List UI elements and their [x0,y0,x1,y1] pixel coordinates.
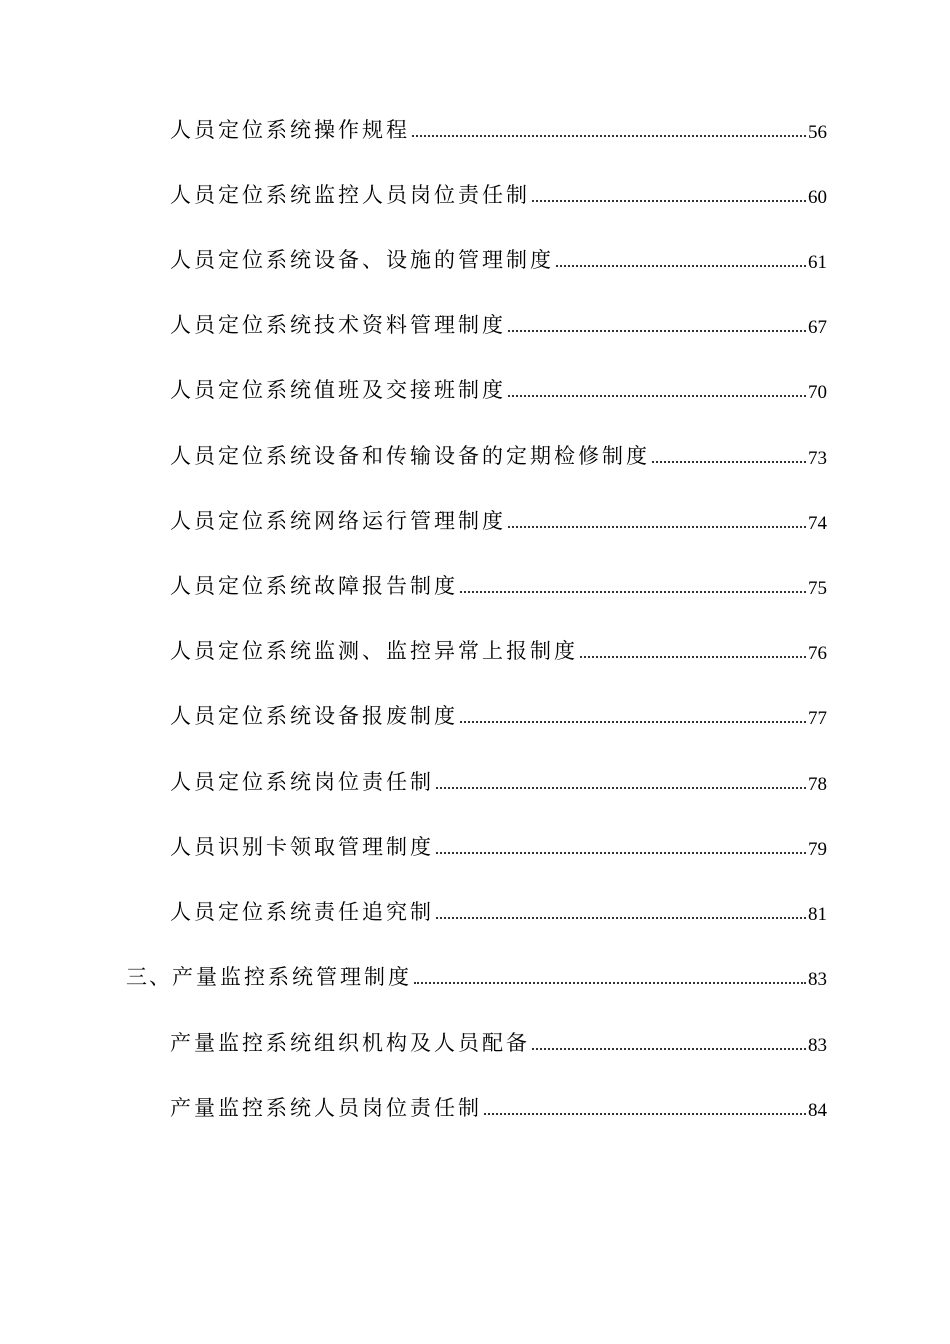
toc-entry-page: 78 [808,774,827,795]
toc-entry[interactable] [170,368,827,404]
toc-dot-leader [436,852,806,854]
toc-entry-title: 人员定位系统设备报废制度 [170,704,458,728]
toc-dot-leader [508,395,806,397]
toc-entry-page: 60 [808,187,827,208]
toc-entry[interactable] [170,303,827,339]
toc-entry-title: 产量监控系统组织机构及人员配备 [170,1031,530,1055]
toc-dot-leader [580,656,806,658]
toc-entry-title: 人员定位系统责任追究制 [170,900,434,924]
toc-entry-page: 81 [808,904,827,925]
toc-entry-page: 75 [808,578,827,599]
toc-entry-page: 76 [808,643,827,664]
toc-entry[interactable] [170,173,827,209]
toc-dot-leader [436,787,806,789]
toc-entry-page: 83 [808,969,827,990]
toc-dot-leader [484,1113,806,1115]
toc-entry-page: 77 [808,708,827,729]
toc-entry[interactable] [170,564,827,600]
toc-entry-page: 83 [808,1035,827,1056]
toc-entry[interactable] [170,760,827,796]
toc-entry-title: 人员定位系统操作规程 [170,118,410,142]
toc-entry-title: 产量监控系统人员岗位责任制 [170,1096,482,1120]
toc-section-entry[interactable] [126,955,827,991]
toc-entry-title: 人员定位系统故障报告制度 [170,574,458,598]
toc-entry-title: 人员定位系统监测、监控异常上报制度 [170,639,578,663]
toc-section-number: 三、 [126,965,172,989]
toc-entry-title: 人员定位系统设备和传输设备的定期检修制度 [170,444,650,468]
toc-entry-title: 人员识别卡领取管理制度 [170,835,434,859]
toc-entry-title: 产量监控系统管理制度 [172,965,412,989]
toc-entry-page: 79 [808,839,827,860]
toc-entry-page: 56 [808,122,827,143]
toc-entry-page: 67 [808,317,827,338]
toc-dot-leader [412,135,806,137]
toc-dot-leader [532,1048,806,1050]
toc-entry-title: 人员定位系统技术资料管理制度 [170,313,506,337]
toc-entry-title: 人员定位系统设备、设施的管理制度 [170,248,554,272]
toc-dot-leader [436,917,806,919]
toc-entry[interactable] [170,629,827,665]
toc-dot-leader [556,265,806,267]
toc-dot-leader [508,526,806,528]
toc-entry[interactable] [170,434,827,470]
toc-dot-leader [508,330,806,332]
toc-dot-leader [652,461,806,463]
toc-entry-page: 61 [808,252,827,273]
toc-dot-leader [460,721,806,723]
toc-dot-leader [414,982,806,984]
toc-entry-title: 人员定位系统岗位责任制 [170,770,434,794]
toc-entry[interactable] [170,238,827,274]
toc-entry-page: 70 [808,382,827,403]
toc-dot-leader [460,591,806,593]
toc-entry-title: 人员定位系统监控人员岗位责任制 [170,183,530,207]
toc-entry[interactable] [170,694,827,730]
toc-dot-leader [532,200,806,202]
toc-entry-page: 73 [808,448,827,469]
toc-entry[interactable] [170,825,827,861]
toc-entry-title: 人员定位系统网络运行管理制度 [170,509,506,533]
toc-entry-page: 74 [808,513,827,534]
toc-entry[interactable] [170,1086,827,1122]
toc-entry[interactable] [170,1021,827,1057]
toc-entry[interactable] [170,108,827,144]
toc-entry-page: 84 [808,1100,827,1121]
toc-entry-title: 人员定位系统值班及交接班制度 [170,378,506,402]
toc-entry[interactable] [170,499,827,535]
toc-entry[interactable] [170,890,827,926]
